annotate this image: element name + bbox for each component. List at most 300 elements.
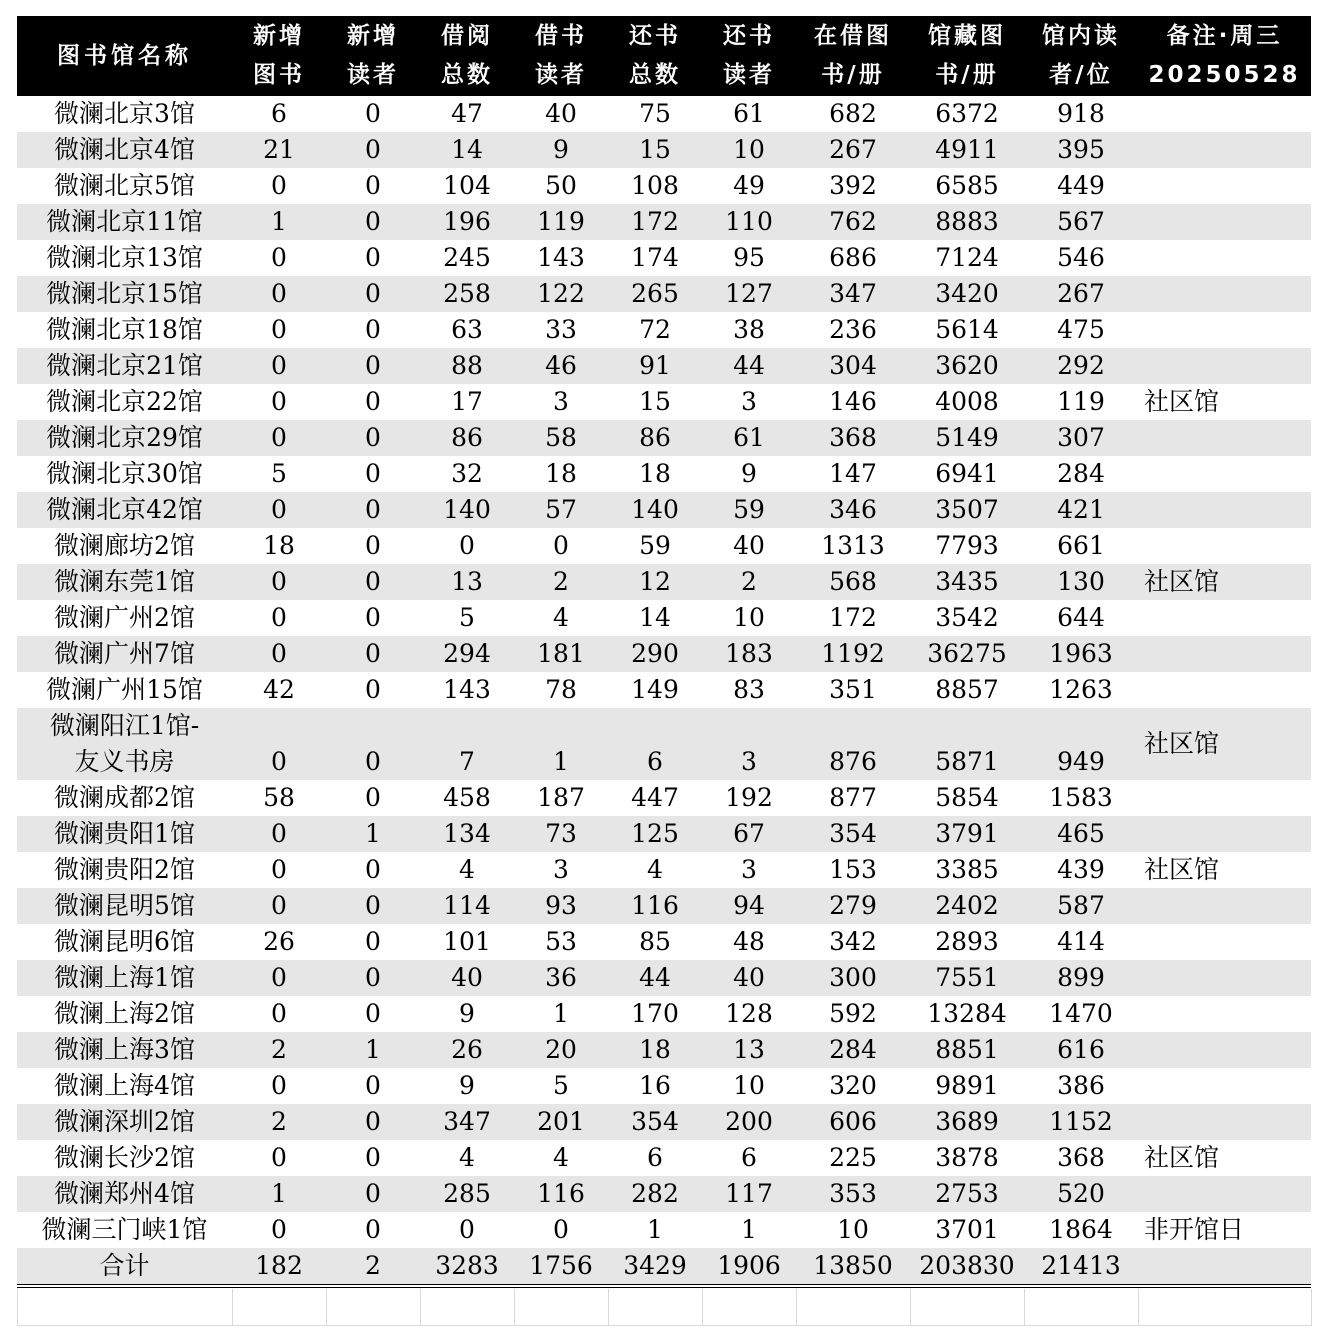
- cell-on-loan[interactable]: 153: [829, 855, 877, 884]
- cell-library-name[interactable]: 微澜成都2馆: [54, 783, 195, 812]
- header-return-total[interactable]: [608, 16, 702, 96]
- cell-new-books[interactable]: 0: [232, 420, 326, 456]
- cell-on-loan[interactable]: 342: [829, 927, 877, 956]
- cell-library-name[interactable]: 微澜上海4馆: [54, 1071, 195, 1100]
- cell-new-readers[interactable]: 0: [326, 708, 420, 780]
- cell-library-name[interactable]: 微澜昆明5馆: [17, 888, 232, 924]
- cell-new-books[interactable]: 0: [271, 1215, 287, 1244]
- cell-new-books[interactable]: 0: [271, 999, 287, 1028]
- cell-collection[interactable]: 3542: [935, 603, 999, 632]
- cell-new-books[interactable]: 18: [263, 531, 295, 560]
- cell-new-readers[interactable]: 0: [365, 675, 381, 704]
- cell-new-readers[interactable]: 0: [365, 459, 381, 488]
- cell-on-loan[interactable]: 368: [796, 420, 910, 456]
- cell-borrow-total[interactable]: 196: [420, 204, 514, 240]
- cell-in-library[interactable]: 661: [1057, 531, 1105, 560]
- cell-in-library[interactable]: 395: [1024, 132, 1138, 168]
- cell-new-books[interactable]: 1: [232, 204, 326, 240]
- cell-borrow-total[interactable]: 86: [420, 420, 514, 456]
- cell-in-library[interactable]: 439: [1057, 855, 1105, 884]
- cell-return-readers[interactable]: 128: [725, 999, 773, 1028]
- cell-library-name[interactable]: 微澜三门峡1馆: [41, 1215, 208, 1244]
- cell-return-total[interactable]: 18: [639, 459, 671, 488]
- cell-on-loan[interactable]: 172: [829, 603, 877, 632]
- cell-total-note[interactable]: [1138, 1248, 1311, 1286]
- cell-note[interactable]: [1138, 276, 1311, 312]
- cell-on-loan[interactable]: 354: [796, 816, 910, 852]
- cell-new-books[interactable]: 0: [271, 243, 287, 272]
- cell-in-library[interactable]: 1864: [1049, 1215, 1113, 1244]
- cell-return-readers[interactable]: 2: [702, 564, 796, 600]
- cell-in-library[interactable]: 267: [1024, 276, 1138, 312]
- header-borrow-total[interactable]: [420, 16, 514, 96]
- cell-library-name[interactable]: 微澜贵阳1馆: [17, 816, 232, 852]
- cell-collection[interactable]: 5149: [910, 420, 1024, 456]
- cell-return-readers[interactable]: 1: [741, 1215, 757, 1244]
- cell-return-readers[interactable]: 61: [702, 420, 796, 456]
- cell-return-total[interactable]: 72: [639, 315, 671, 344]
- cell-return-total[interactable]: 265: [608, 276, 702, 312]
- cell-borrow-readers[interactable]: 46: [514, 348, 608, 384]
- cell-on-loan[interactable]: 606: [796, 1104, 910, 1140]
- cell-note[interactable]: [1138, 888, 1311, 924]
- cell-borrow-total[interactable]: 32: [451, 459, 483, 488]
- cell-new-readers[interactable]: 0: [326, 132, 420, 168]
- empty-cell[interactable]: [421, 1289, 515, 1326]
- cell-return-total[interactable]: 14: [639, 603, 671, 632]
- cell-collection[interactable]: 3435: [910, 564, 1024, 600]
- cell-return-readers[interactable]: 9: [741, 459, 757, 488]
- cell-borrow-total[interactable]: 13: [420, 564, 514, 600]
- cell-collection[interactable]: 3791: [910, 816, 1024, 852]
- cell-borrow-total[interactable]: 88: [420, 348, 514, 384]
- cell-new-books[interactable]: 5: [271, 459, 287, 488]
- cell-borrow-readers[interactable]: 58: [514, 420, 608, 456]
- cell-total-label[interactable]: 合计: [17, 1248, 232, 1286]
- cell-borrow-total[interactable]: 285: [420, 1176, 514, 1212]
- cell-new-readers[interactable]: 0: [365, 999, 381, 1028]
- cell-on-loan[interactable]: 392: [829, 171, 877, 200]
- cell-return-total[interactable]: 282: [608, 1176, 702, 1212]
- cell-return-readers[interactable]: 83: [733, 675, 765, 704]
- empty-cell[interactable]: [609, 1289, 703, 1326]
- cell-library-name[interactable]: 微澜上海1馆: [17, 960, 232, 996]
- cell-return-readers[interactable]: 38: [733, 315, 765, 344]
- cell-in-library[interactable]: 1963: [1024, 636, 1138, 672]
- cell-collection[interactable]: 6941: [935, 459, 999, 488]
- cell-new-readers[interactable]: 0: [365, 1143, 381, 1172]
- cell-return-total[interactable]: 16: [639, 1071, 671, 1100]
- cell-new-books[interactable]: 0: [232, 492, 326, 528]
- cell-return-readers[interactable]: 59: [702, 492, 796, 528]
- cell-borrow-readers[interactable]: 20: [514, 1032, 608, 1068]
- cell-note[interactable]: 社区馆: [1144, 1143, 1220, 1172]
- cell-in-library[interactable]: 1263: [1049, 675, 1113, 704]
- cell-on-loan[interactable]: 346: [796, 492, 910, 528]
- cell-collection[interactable]: 3507: [910, 492, 1024, 528]
- cell-borrow-readers[interactable]: 5: [553, 1071, 569, 1100]
- cell-on-loan[interactable]: 592: [829, 999, 877, 1028]
- cell-note[interactable]: 社区馆: [1144, 387, 1220, 416]
- cell-in-library[interactable]: 368: [1057, 1143, 1105, 1172]
- cell-return-readers[interactable]: 40: [702, 960, 796, 996]
- cell-in-library[interactable]: 465: [1024, 816, 1138, 852]
- cell-total-new-readers[interactable]: 2: [326, 1248, 420, 1286]
- cell-borrow-readers[interactable]: 73: [514, 816, 608, 852]
- cell-borrow-readers[interactable]: 201: [514, 1104, 608, 1140]
- empty-cell[interactable]: [1025, 1289, 1139, 1326]
- cell-return-total[interactable]: 125: [608, 816, 702, 852]
- cell-borrow-readers[interactable]: 18: [545, 459, 577, 488]
- cell-new-readers[interactable]: 0: [326, 564, 420, 600]
- cell-in-library[interactable]: 1152: [1024, 1104, 1138, 1140]
- cell-in-library[interactable]: 520: [1024, 1176, 1138, 1212]
- cell-borrow-total[interactable]: 114: [420, 888, 514, 924]
- cell-borrow-readers[interactable]: 33: [545, 315, 577, 344]
- cell-borrow-readers[interactable]: 143: [537, 243, 585, 272]
- cell-new-readers[interactable]: 0: [326, 420, 420, 456]
- cell-in-library[interactable]: 1470: [1049, 999, 1113, 1028]
- cell-return-readers[interactable]: 3: [702, 708, 796, 780]
- cell-in-library[interactable]: 386: [1057, 1071, 1105, 1100]
- cell-in-library[interactable]: 307: [1024, 420, 1138, 456]
- cell-borrow-total[interactable]: 134: [420, 816, 514, 852]
- cell-new-readers[interactable]: 0: [365, 531, 381, 560]
- cell-note[interactable]: [1138, 312, 1311, 348]
- cell-new-readers[interactable]: 0: [365, 1215, 381, 1244]
- cell-borrow-readers[interactable]: 0: [553, 531, 569, 560]
- cell-collection[interactable]: 8851: [910, 1032, 1024, 1068]
- cell-borrow-total[interactable]: 40: [420, 960, 514, 996]
- cell-in-library[interactable]: 1583: [1049, 783, 1113, 812]
- cell-library-name[interactable]: 微澜廊坊2馆: [54, 531, 195, 560]
- cell-return-readers[interactable]: 40: [733, 531, 765, 560]
- cell-return-total[interactable]: 6: [608, 708, 702, 780]
- cell-on-loan[interactable]: 1313: [821, 531, 885, 560]
- cell-note[interactable]: [1138, 1032, 1311, 1068]
- cell-borrow-readers[interactable]: 36: [514, 960, 608, 996]
- cell-return-readers[interactable]: 117: [702, 1176, 796, 1212]
- cell-new-books[interactable]: 0: [271, 387, 287, 416]
- cell-on-loan[interactable]: 300: [796, 960, 910, 996]
- cell-borrow-total[interactable]: 63: [451, 315, 483, 344]
- cell-library-name[interactable]: 微澜北京21馆: [17, 348, 232, 384]
- cell-new-readers[interactable]: 0: [326, 888, 420, 924]
- cell-on-loan[interactable]: 686: [829, 243, 877, 272]
- cell-note[interactable]: [1138, 420, 1311, 456]
- cell-new-readers[interactable]: 0: [365, 783, 381, 812]
- cell-library-name[interactable]: 微澜贵阳2馆: [54, 855, 195, 884]
- cell-return-readers[interactable]: 183: [702, 636, 796, 672]
- cell-in-library[interactable]: 918: [1057, 99, 1105, 128]
- cell-note[interactable]: [1138, 168, 1311, 204]
- cell-note[interactable]: [1138, 1104, 1311, 1140]
- cell-note[interactable]: [1138, 960, 1311, 996]
- cell-library-name[interactable]: 微澜昆明6馆: [54, 927, 195, 956]
- cell-return-total[interactable]: 290: [608, 636, 702, 672]
- header-note[interactable]: [1138, 16, 1311, 96]
- cell-collection[interactable]: 2402: [910, 888, 1024, 924]
- cell-collection[interactable]: 3385: [935, 855, 999, 884]
- cell-collection[interactable]: 7551: [910, 960, 1024, 996]
- cell-on-loan[interactable]: 279: [796, 888, 910, 924]
- cell-library-name[interactable]: 微澜深圳2馆: [17, 1104, 232, 1140]
- cell-return-total[interactable]: 59: [639, 531, 671, 560]
- cell-borrow-total[interactable]: 0: [459, 531, 475, 560]
- cell-borrow-total[interactable]: 140: [420, 492, 514, 528]
- cell-in-library[interactable]: 616: [1024, 1032, 1138, 1068]
- cell-note[interactable]: 社区馆: [1138, 564, 1311, 600]
- cell-borrow-readers[interactable]: 4: [553, 603, 569, 632]
- cell-library-name[interactable]: 微澜北京18馆: [46, 315, 203, 344]
- cell-note[interactable]: [1138, 132, 1311, 168]
- cell-on-loan[interactable]: 877: [829, 783, 877, 812]
- cell-new-readers[interactable]: 0: [365, 387, 381, 416]
- cell-library-name[interactable]: 微澜北京4馆: [17, 132, 232, 168]
- cell-in-library[interactable]: 587: [1024, 888, 1138, 924]
- cell-borrow-readers[interactable]: 9: [514, 132, 608, 168]
- header-library-name[interactable]: 图书馆名称: [17, 16, 232, 96]
- cell-collection[interactable]: 4911: [910, 132, 1024, 168]
- cell-new-books[interactable]: 0: [232, 888, 326, 924]
- cell-in-library[interactable]: 475: [1057, 315, 1105, 344]
- cell-note[interactable]: [1138, 816, 1311, 852]
- cell-collection[interactable]: 8857: [935, 675, 999, 704]
- cell-borrow-readers[interactable]: 78: [545, 675, 577, 704]
- header-borrow-readers[interactable]: [514, 16, 608, 96]
- cell-new-readers[interactable]: 0: [326, 636, 420, 672]
- cell-borrow-total[interactable]: 0: [459, 1215, 475, 1244]
- cell-borrow-total[interactable]: 47: [451, 99, 483, 128]
- cell-on-loan[interactable]: 762: [796, 204, 910, 240]
- cell-in-library[interactable]: 292: [1024, 348, 1138, 384]
- cell-in-library[interactable]: 567: [1024, 204, 1138, 240]
- cell-total-on-loan[interactable]: 13850: [796, 1248, 910, 1286]
- cell-return-readers[interactable]: 44: [702, 348, 796, 384]
- cell-borrow-readers[interactable]: 0: [553, 1215, 569, 1244]
- cell-on-loan[interactable]: 147: [829, 459, 877, 488]
- cell-on-loan[interactable]: 267: [796, 132, 910, 168]
- cell-return-readers[interactable]: 10: [733, 603, 765, 632]
- cell-on-loan[interactable]: 236: [829, 315, 877, 344]
- cell-collection[interactable]: 3878: [935, 1143, 999, 1172]
- cell-return-total[interactable]: 44: [608, 960, 702, 996]
- cell-library-name[interactable]: 微澜北京11馆: [17, 204, 232, 240]
- cell-new-readers[interactable]: 0: [326, 276, 420, 312]
- cell-borrow-total[interactable]: 104: [443, 171, 491, 200]
- cell-return-total[interactable]: 149: [631, 675, 679, 704]
- cell-new-books[interactable]: 0: [271, 171, 287, 200]
- cell-borrow-total[interactable]: 7: [420, 708, 514, 780]
- cell-borrow-total[interactable]: 26: [420, 1032, 514, 1068]
- cell-library-name[interactable]: 微澜北京30馆: [46, 459, 203, 488]
- cell-note[interactable]: [1138, 96, 1311, 132]
- cell-in-library[interactable]: 414: [1057, 927, 1105, 956]
- cell-borrow-total[interactable]: 9: [459, 1071, 475, 1100]
- cell-collection[interactable]: 3689: [910, 1104, 1024, 1140]
- cell-new-books[interactable]: 0: [232, 816, 326, 852]
- cell-total-return-total[interactable]: 3429: [608, 1248, 702, 1286]
- cell-new-readers[interactable]: 1: [326, 816, 420, 852]
- cell-on-loan[interactable]: 10: [837, 1215, 869, 1244]
- cell-in-library[interactable]: 449: [1057, 171, 1105, 200]
- cell-new-readers[interactable]: 0: [365, 855, 381, 884]
- header-collection[interactable]: [910, 16, 1024, 96]
- cell-new-books[interactable]: 6: [271, 99, 287, 128]
- cell-new-readers[interactable]: 0: [326, 204, 420, 240]
- cell-borrow-readers[interactable]: 119: [514, 204, 608, 240]
- cell-on-loan[interactable]: 568: [796, 564, 910, 600]
- cell-new-books[interactable]: 21: [232, 132, 326, 168]
- cell-new-readers[interactable]: 0: [326, 1176, 420, 1212]
- cell-borrow-readers[interactable]: 53: [545, 927, 577, 956]
- cell-return-readers[interactable]: 110: [702, 204, 796, 240]
- cell-library-name[interactable]: 微澜北京3馆: [54, 99, 195, 128]
- cell-borrow-total[interactable]: 14: [420, 132, 514, 168]
- cell-borrow-total[interactable]: 245: [443, 243, 491, 272]
- cell-new-books[interactable]: 26: [263, 927, 295, 956]
- cell-return-readers[interactable]: 94: [702, 888, 796, 924]
- cell-return-total[interactable]: 75: [639, 99, 671, 128]
- cell-return-total[interactable]: 91: [608, 348, 702, 384]
- cell-return-total[interactable]: 172: [608, 204, 702, 240]
- cell-return-total[interactable]: 174: [631, 243, 679, 272]
- cell-collection[interactable]: 9891: [935, 1071, 999, 1100]
- cell-note[interactable]: [1138, 672, 1311, 708]
- cell-return-readers[interactable]: 10: [733, 1071, 765, 1100]
- cell-return-total[interactable]: 18: [608, 1032, 702, 1068]
- cell-return-readers[interactable]: 200: [702, 1104, 796, 1140]
- cell-library-name[interactable]: 微澜广州7馆: [17, 636, 232, 672]
- cell-note[interactable]: [1138, 348, 1311, 384]
- cell-new-readers[interactable]: 0: [365, 315, 381, 344]
- cell-collection[interactable]: 36275: [910, 636, 1024, 672]
- cell-new-readers[interactable]: 0: [326, 492, 420, 528]
- empty-cell[interactable]: [515, 1289, 609, 1326]
- header-new-books[interactable]: [232, 16, 326, 96]
- cell-new-books[interactable]: 0: [232, 564, 326, 600]
- cell-return-total[interactable]: 354: [608, 1104, 702, 1140]
- cell-new-books[interactable]: 0: [271, 603, 287, 632]
- cell-collection[interactable]: 3620: [910, 348, 1024, 384]
- cell-borrow-total[interactable]: 143: [443, 675, 491, 704]
- cell-new-books[interactable]: 58: [263, 783, 295, 812]
- cell-borrow-readers[interactable]: 40: [545, 99, 577, 128]
- cell-new-books[interactable]: 0: [232, 348, 326, 384]
- cell-borrow-readers[interactable]: 1: [553, 999, 569, 1028]
- cell-library-name[interactable]: 微澜北京5馆: [54, 171, 195, 200]
- cell-new-readers[interactable]: 0: [365, 243, 381, 272]
- cell-borrow-readers[interactable]: 2: [514, 564, 608, 600]
- header-on-loan[interactable]: [796, 16, 910, 96]
- cell-in-library[interactable]: 421: [1024, 492, 1138, 528]
- cell-library-name[interactable]: 微澜北京13馆: [46, 243, 203, 272]
- cell-return-total[interactable]: 170: [631, 999, 679, 1028]
- cell-on-loan[interactable]: 353: [796, 1176, 910, 1212]
- cell-new-readers[interactable]: 0: [326, 1104, 420, 1140]
- cell-return-total[interactable]: 85: [639, 927, 671, 956]
- cell-collection[interactable]: 5854: [935, 783, 999, 812]
- cell-library-name[interactable]: 微澜郑州4馆: [17, 1176, 232, 1212]
- cell-borrow-total[interactable]: 347: [420, 1104, 514, 1140]
- cell-collection[interactable]: 7793: [935, 531, 999, 560]
- cell-borrow-readers[interactable]: 122: [514, 276, 608, 312]
- cell-borrow-readers[interactable]: 50: [545, 171, 577, 200]
- cell-return-readers[interactable]: 61: [733, 99, 765, 128]
- cell-return-readers[interactable]: 67: [702, 816, 796, 852]
- cell-return-total[interactable]: 116: [608, 888, 702, 924]
- cell-return-readers[interactable]: 3: [741, 387, 757, 416]
- cell-on-loan[interactable]: 876: [796, 708, 910, 780]
- cell-new-readers[interactable]: 0: [326, 960, 420, 996]
- empty-cell[interactable]: [233, 1289, 327, 1326]
- cell-borrow-readers[interactable]: 3: [553, 855, 569, 884]
- cell-new-books[interactable]: 1: [232, 1176, 326, 1212]
- cell-borrow-readers[interactable]: 3: [553, 387, 569, 416]
- header-in-library[interactable]: [1024, 16, 1138, 96]
- cell-collection[interactable]: 3420: [910, 276, 1024, 312]
- cell-borrow-readers[interactable]: 116: [514, 1176, 608, 1212]
- cell-new-books[interactable]: 0: [232, 276, 326, 312]
- cell-on-loan[interactable]: 347: [796, 276, 910, 312]
- cell-new-books[interactable]: 0: [232, 708, 326, 780]
- cell-borrow-readers[interactable]: 181: [514, 636, 608, 672]
- cell-in-library[interactable]: 546: [1057, 243, 1105, 272]
- cell-note[interactable]: [1138, 240, 1311, 276]
- cell-collection[interactable]: 3701: [935, 1215, 999, 1244]
- cell-borrow-readers[interactable]: 93: [514, 888, 608, 924]
- cell-new-readers[interactable]: 0: [365, 927, 381, 956]
- cell-borrow-total[interactable]: 9: [459, 999, 475, 1028]
- cell-new-books[interactable]: 0: [271, 1143, 287, 1172]
- cell-return-readers[interactable]: 48: [733, 927, 765, 956]
- cell-total-in-library[interactable]: 21413: [1024, 1248, 1138, 1286]
- cell-note[interactable]: [1138, 528, 1311, 564]
- cell-note[interactable]: [1138, 996, 1311, 1032]
- cell-collection[interactable]: 5614: [935, 315, 999, 344]
- cell-library-name[interactable]: 微澜上海2馆: [54, 999, 195, 1028]
- empty-cell[interactable]: [327, 1289, 421, 1326]
- cell-new-books[interactable]: 2: [232, 1032, 326, 1068]
- cell-borrow-total[interactable]: 101: [443, 927, 491, 956]
- cell-borrow-total[interactable]: 294: [420, 636, 514, 672]
- header-new-readers[interactable]: [326, 16, 420, 96]
- cell-return-total[interactable]: 15: [608, 132, 702, 168]
- cell-return-total[interactable]: 1: [647, 1215, 663, 1244]
- cell-total-borrow-readers[interactable]: 1756: [514, 1248, 608, 1286]
- cell-return-readers[interactable]: 49: [733, 171, 765, 200]
- cell-library-name[interactable]: 微澜长沙2馆: [54, 1143, 195, 1172]
- cell-library-name[interactable]: 微澜上海3馆: [17, 1032, 232, 1068]
- cell-borrow-total[interactable]: 5: [459, 603, 475, 632]
- cell-return-readers[interactable]: 192: [725, 783, 773, 812]
- cell-new-readers[interactable]: 0: [365, 171, 381, 200]
- cell-new-books[interactable]: 0: [271, 855, 287, 884]
- cell-total-collection[interactable]: 203830: [910, 1248, 1024, 1286]
- cell-collection[interactable]: 2753: [910, 1176, 1024, 1212]
- empty-cell[interactable]: [1139, 1289, 1312, 1326]
- cell-library-name[interactable]: 微澜广州15馆: [46, 675, 203, 704]
- cell-in-library[interactable]: 119: [1057, 387, 1105, 416]
- cell-note[interactable]: [1138, 204, 1311, 240]
- cell-on-loan[interactable]: 146: [829, 387, 877, 416]
- cell-return-total[interactable]: 15: [639, 387, 671, 416]
- cell-return-readers[interactable]: 95: [733, 243, 765, 272]
- cell-new-readers[interactable]: 0: [326, 348, 420, 384]
- cell-library-name[interactable]: 微澜北京42馆: [17, 492, 232, 528]
- cell-note[interactable]: [1138, 636, 1311, 672]
- cell-collection[interactable]: 6585: [935, 171, 999, 200]
